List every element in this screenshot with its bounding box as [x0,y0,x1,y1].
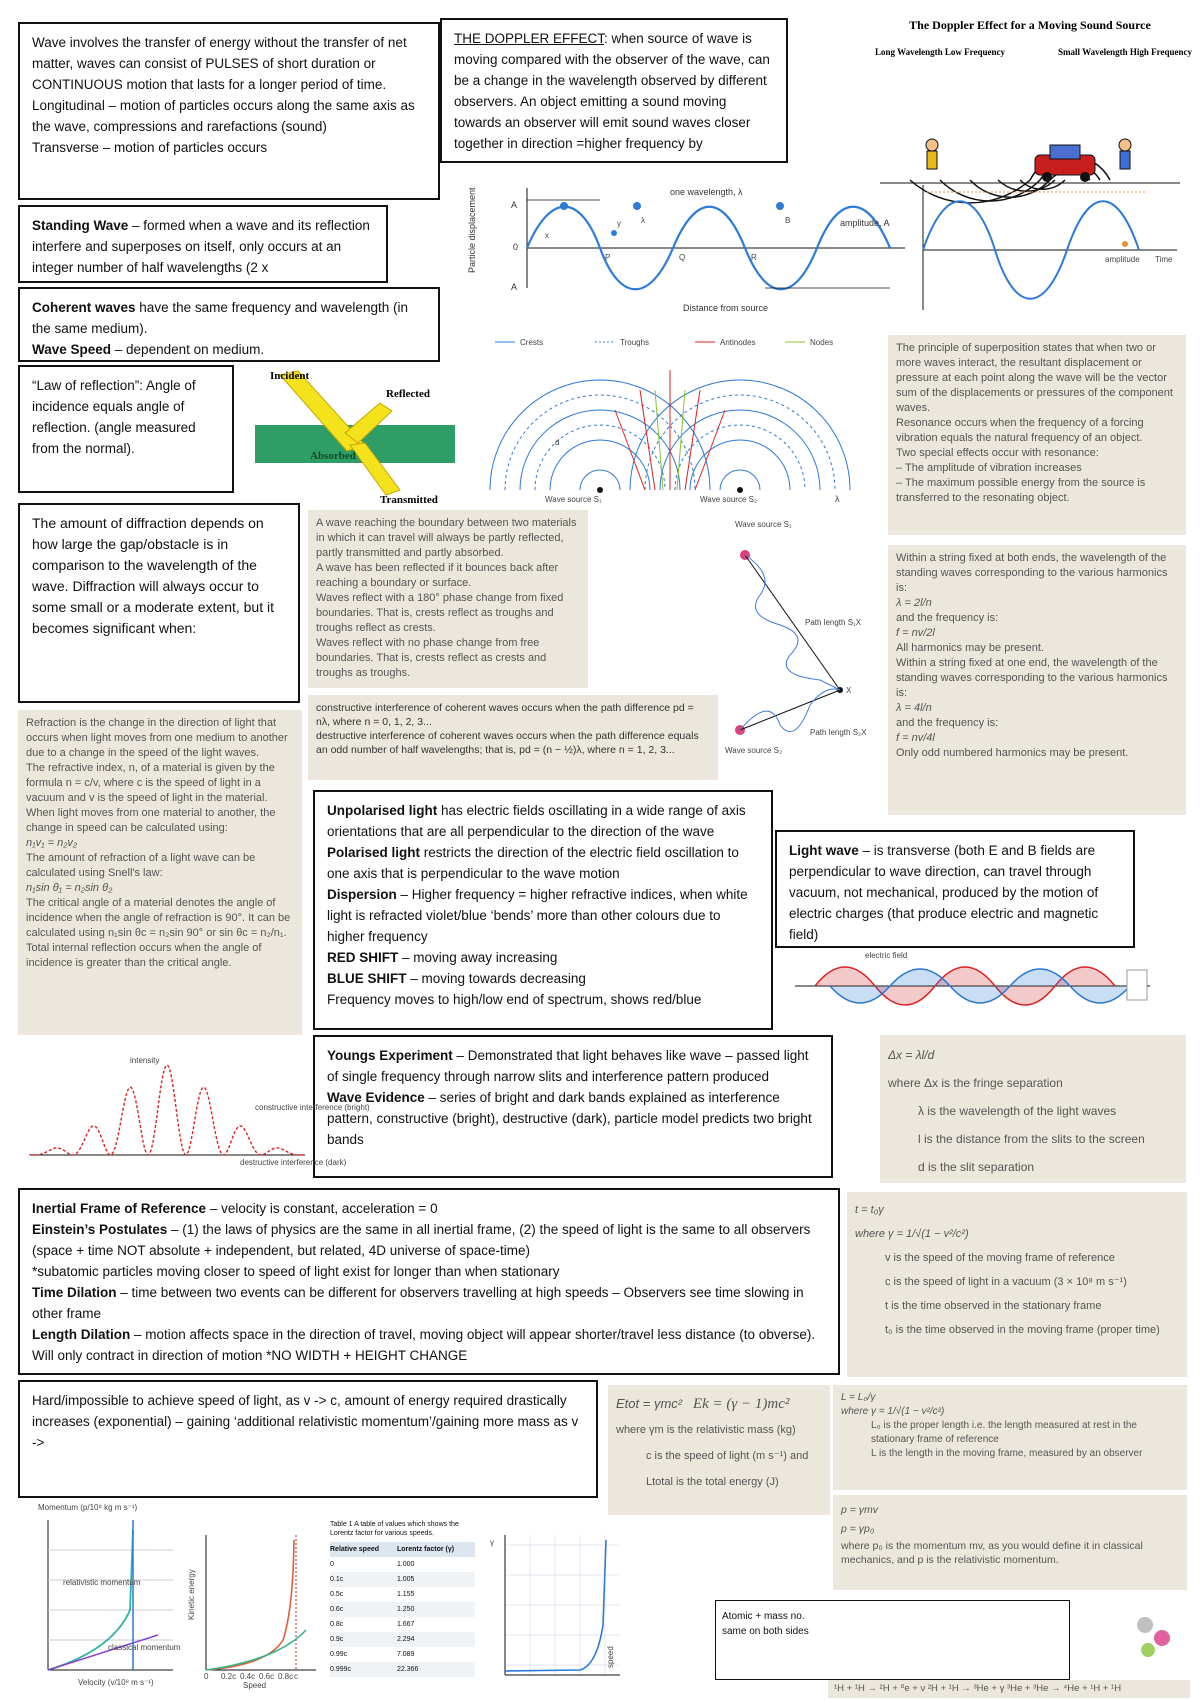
legend-troughs: Troughs [620,338,650,347]
x-axis-label: Distance from source [683,303,769,313]
time-dilation-line: t is the time observed in the stationary frame [885,1300,1102,1312]
light-speed-box [18,1380,598,1498]
wave-intro-box [18,22,440,200]
em-field-label: electric field [865,951,908,960]
time-dilation-line: c is the speed of light in a vacuum (3 × 10⁸ m s⁻¹) [885,1276,1127,1288]
polarised-item: Unpolarised light has electric fields oscillating in a wide range of axis orientations that are all perpendicular to the direction of the wave [327,803,746,839]
coherent-text: have the same frequency and wavelength (in the same medium). [32,300,408,336]
table-cell: 0 [330,1561,334,1568]
one-wavelength-label: one wavelength, λ [670,187,743,197]
refraction-line: The amount of refraction of a light wave can be calculated using Snell's law: [26,852,256,879]
table-cell: 0.99c [330,1651,348,1658]
relativity-box [18,1188,840,1375]
path-length-figure [720,515,880,760]
table-cell: 1.155 [396,1591,415,1598]
polarised-item: Dispersion – Higher frequency = higher refractive indices, when white light is refracted violet/blue ‘bends’ more than other colours due to higher frequency [327,887,748,944]
polarised-item: BLUE SHIFT – moving towards decreasing [327,971,586,986]
x-label: x [545,231,549,240]
source1-label: Wave source S₁ [545,495,602,504]
youngs-text: – Demonstrated that light behaves like wave – passed light of single frequency through narrow slits and interference pattern produced [327,1048,809,1084]
interference-pattern-graph [25,1045,370,1170]
momentum-graph-xlabel: Velocity (v/10⁸ m s⁻¹) [78,1678,154,1687]
energy-panel [608,1385,830,1515]
wave-speed-term: Wave Speed [32,342,112,357]
ke-tick: 0 [204,1672,209,1681]
strings-formula: λ = 4l/n [896,702,932,714]
atomic-note-text: Atomic + mass no. same on both sides [722,1611,809,1637]
ke-graph-xlabel: Speed [243,1681,267,1690]
youngs-box [313,1035,833,1178]
reflection-figure [240,365,455,505]
standing-wave-term: Standing Wave [32,218,129,233]
absorbed-label: Absorbed [310,450,356,462]
strings-line: and the frequency is: [896,717,999,729]
refraction-line: When light moves from one material to another, the change in speed can be calculated using: [26,807,276,834]
kinetic-energy-graph [188,1530,318,1690]
table-cell: 7.089 [396,1651,415,1658]
table-cell: 22.366 [396,1666,419,1673]
light-wave-box [775,830,1135,948]
path-length2: Path length S₂X [810,728,867,737]
energy-formulas: Etot = γmc² Ek = (γ − 1)mc² [616,1396,790,1412]
refraction-line: n₁v₁ = n₂v₂ [26,837,78,849]
reflection-box [18,365,234,493]
table-row [330,1617,475,1632]
time-dilation-line: v is the speed of the moving frame of reference [885,1252,1115,1264]
fringe-line: λ is the wavelength of the light waves [918,1104,1117,1118]
refraction-line: The critical angle of a material denotes the angle of incidence when the angle of refraction is 90°. It can be calculated using n₁sin θc = n₂sin 90° or sin θc = n₂/n₁. [26,897,291,939]
superposition-b1: – The amplitude of vibration increases [896,462,1082,474]
svg-text:A: A [511,282,518,292]
table-row [330,1557,475,1572]
table-cell: 0.9c [330,1636,344,1643]
ke-tick: 0.2c [221,1672,237,1681]
standing-wave-box [18,205,388,283]
table-row [330,1602,475,1617]
length-formula: L = L₀/γ [841,1392,876,1403]
momentum-formula: p = γp₀ [841,1523,875,1535]
molecule-icon [1130,1610,1180,1665]
coherent-term: Coherent waves [32,300,136,315]
fringe-line: d is the slit separation [918,1160,1035,1174]
gamma-graph-xlabel: speed [606,1646,615,1668]
table-cell: 0.8c [330,1621,344,1628]
strings-line: and the frequency is: [896,612,999,624]
table-cell: 0.5c [330,1591,344,1598]
lorentz-data-table: Relative speed Lorentz factor (γ) 0 1.000 0.1c 1.005 0.5c 1.155 0.6c 1.250 0.8c 1.667 0.9c 2.294 0.99c 7.089 0.999c 22.366 [330,1542,475,1677]
legend-antinodes: Antinodes [720,338,756,347]
length-line: L₀ is the proper length i.e. the length measured at rest in the stationary frame of reference [871,1420,1137,1445]
wave-intro-line: Transverse – motion of particles occurs [32,140,268,155]
reflected-label: Reflected [386,388,430,400]
refraction-line: n₁sin θ₁ = n₂sin θ₂ [26,882,113,894]
interference-figure [455,330,880,505]
x-label: y [617,219,621,228]
path-length1: Path length S₁X [805,618,862,627]
ke-tick: 0.4c [240,1672,256,1681]
table-cell: 1.000 [396,1561,415,1568]
length-where: where γ = 1/√(1 − v²/c²) [841,1406,945,1417]
fringe-formula: Δx = λl/d [888,1048,935,1062]
youngs-term: Youngs Experiment [327,1048,453,1063]
polarised-box [313,790,773,1030]
table-cell: 1.667 [396,1621,415,1628]
legend-crests: Crests [520,338,544,347]
doppler-text: : when source of wave is moving compared with the observer of the wave, can be a change in the wavelength observed by different observers. An object emitting a sound moving towards an observer will emit sound waves closer together in direction =higher frequency by [454,31,770,151]
standing-wave-text: – formed when a wave and its reflection interfere and superposes on itself, only occurs at an integer number of half wavelengths (2 x [32,218,370,275]
constructive-panel [308,695,718,780]
energy-line: c is the speed of light (m s⁻¹) and [646,1450,809,1462]
refraction-line: The refractive index, n, of a material is given by the formula n = c/v, where c is the speed of light in a vacuum and v is the speed of light in the material. [26,762,275,804]
wave-speed-text: – dependent on medium. [111,342,265,357]
wave-time-graph [915,180,1180,315]
d-label: d [555,438,560,447]
ke-tick: 0.8c [278,1672,294,1681]
superposition-p3: Two special effects occur with resonance: [896,447,1099,459]
refraction-panel [18,710,302,1035]
table-row [330,1632,475,1647]
doppler-heading: THE DOPPLER EFFECT [454,31,605,46]
svg-text:0: 0 [513,242,519,252]
table-cell: 0.1c [330,1576,344,1583]
table-row [330,1662,475,1677]
boundary-line: A wave has been reflected if it bounces back after reaching a boundary or surface. [316,562,559,589]
table-row [330,1587,475,1602]
strings-formula: f = nv/2l [896,627,935,639]
reflection-title: “Law of reflection” [32,378,140,393]
energy-line: Ltotal is the total energy (J) [646,1476,779,1488]
ke-graph-ylabel: Kinetic energy [187,1569,196,1620]
path-x: X [846,686,852,695]
relativity-item: Time Dilation – time between two events can be different for observers travelling at high speeds – Observers see time slowing in other frame [32,1285,804,1321]
incident-label: Incident [270,370,310,382]
wave-intro-line: Longitudinal – motion of particles occurs along the same axis as the wave, compressions and rarefactions (sound) [32,98,415,134]
table-cell: 2.294 [396,1636,415,1643]
wave-displacement-graph [455,178,910,313]
pattern-destructive: destructive interference (dark) [240,1158,347,1167]
wave-evidence-text: – series of bright and dark bands explained as interference pattern, constructive (bright), destructive (dark), particle model predicts two bright bands [327,1090,812,1147]
reflection-text: : Angle of incidence equals angle of reflection. (angle measured from the normal). [32,378,196,456]
wave-evidence-term: Wave Evidence [327,1090,425,1105]
x-label: R [751,253,757,262]
fringe-panel [880,1035,1186,1183]
classical-label: classical momentum [108,1643,181,1652]
source2-label: Wave source S₂ [700,495,758,504]
strings-line: All harmonics may be present. [896,642,1044,654]
time-dilation-formula: t = t₀γ [855,1204,884,1216]
amplitude-label: amplitude, A [840,218,890,228]
relativistic-label: relativistic momentum [63,1578,141,1587]
diffraction-box [18,503,300,703]
table-cell: 0.999c [330,1666,352,1673]
constructive-line: constructive interference of coherent waves occurs when the path difference pd = nλ, where n = 0, 1, 2, 3... [316,702,694,728]
constructive-line: destructive interference of coherent waves occurs when the path difference equals an odd number of half wavelengths; that is, pd = (n − ½)λ, where n = 1, 2, 3... [316,730,699,756]
transmitted-label: Transmitted [380,494,438,506]
fringe-line: l is the distance from the slits to the screen [918,1132,1145,1146]
superposition-p1: The principle of superposition states that when two or more waves interact, the resultant displacement or pressure at each point along the wave will be the vector sum of the displacements or pressures of the component waves. [896,342,1173,414]
pattern-constructive: constructive interference (bright) [255,1103,370,1112]
time-dilation-line: t₀ is the time observed in the moving frame (proper time) [885,1324,1160,1336]
polarised-item: RED SHIFT – moving away increasing [327,950,558,965]
strings-formula: λ = 2l/n [896,597,932,609]
momentum-panel [833,1495,1187,1590]
table-cell: 0.6c [330,1606,344,1613]
polarised-item: Frequency moves to high/low end of spectrum, shows red/blue [327,992,702,1007]
refraction-line: Total internal reflection occurs when the angle of incidence is greater than the critical angle. [26,942,262,969]
relativity-item: Einstein’s Postulates – (1) the laws of physics are the same in all inertial frame, (2) the speed of light is the same to all observers (space + time NOT absolute + independent, but related, 4D universe of space-time) [32,1222,811,1258]
x-label: λ [641,216,645,225]
relativity-item: Length Dilation – motion affects space in the direction of travel, moving object will appear shorter/travel less distance (to obverse). Will only contract in direction of motion *NO WIDTH + HEIGHT CHANGE [32,1327,816,1363]
gamma-graph-ylabel: γ [490,1538,494,1547]
strings-line: Within a string fixed at one end, the wavelength of the standing waves corresponding to the various harmonics is: [896,657,1168,699]
ke-tick: c [294,1672,298,1681]
time-graph-amplitude: amplitude [1105,255,1140,264]
momentum-graph [18,1500,181,1690]
x-label: Q [679,253,686,262]
wave-intro-line: Wave involves the transfer of energy without the transfer of net matter, waves can consist of PULSES of short duration or CONTINUOUS motion that lasts for a longer period of time. [32,35,407,92]
length-panel [833,1385,1187,1490]
svg-text:A: A [511,200,518,210]
x-label: B [785,216,791,225]
gamma-graph [485,1525,625,1695]
time-dilation-where: where γ = 1/√(1 − v²/c²) [855,1228,969,1240]
light-speed-text: Hard/impossible to achieve speed of light, as v -> c, amount of energy required drastically increases (exponential) – gaining ‘additional relativistic momentum’/gaining more mass as v -> [32,1393,579,1450]
doppler-box [440,18,788,163]
x-label: P [605,253,611,262]
relativity-item: *subatomic particles moving closer to speed of light exist for longer than when stationary [32,1264,560,1279]
doppler-figure [875,15,1192,190]
strings-line: Only odd numbered harmonics may be present. [896,747,1129,759]
em-wave-figure [795,948,1155,1023]
doppler-right-label: Small Wavelength High Frequency [1058,47,1192,57]
boundary-line: Waves reflect with a 180° phase change from fixed boundaries. That is, crests reflect as troughs and troughs reflect as crests. [316,592,564,634]
table-cell: 1.250 [396,1606,415,1613]
table-row [330,1647,475,1662]
path-src1: Wave source S₁ [735,520,792,529]
boundary-line: Waves reflect with no phase change from free boundaries. That is, crests reflect as crests and troughs as troughs. [316,637,547,679]
light-wave-term: Light wave [789,843,859,858]
energy-line: where γm is the relativistic mass (kg) [616,1424,796,1436]
polarised-item: Polarised light restricts the direction of the electric field oscillation to one axis that is perpendicular to the wave motion [327,845,739,881]
momentum-graph-ylabel: Momentum (p/10⁸ kg m s⁻¹) [38,1503,138,1512]
boundary-panel [308,510,588,688]
path-src2: Wave source S₂ [725,746,783,755]
lorentz-caption: Table 1 A table of values which shows the Lorentz factor for various speeds. [330,1521,459,1537]
strings-panel [888,545,1186,815]
superposition-panel [888,335,1186,535]
coherent-box [18,287,440,362]
superposition-p2: Resonance occurs when the frequency of a forcing vibration equals the natural frequency of an object. [896,417,1144,444]
ke-tick: 0.6c [259,1672,275,1681]
pattern-intensity: intensity [130,1056,160,1065]
light-wave-text: – is transverse (both E and B fields are perpendicular to wave direction, can travel through vacuum, not mechanical, produced by the motion of electric charges (that produce electric and magnetic field) [789,843,1099,942]
momentum-line: where p₀ is the momentum mv, as you would define it in classical mechanics, and p is the relativistic momentum. [841,1540,1143,1566]
y-axis-label: Particle displacement [467,187,477,273]
table-cell: 1.005 [396,1576,415,1583]
strings-line: Within a string fixed at both ends, the wavelength of the standing waves corresponding to the various harmonics is: [896,552,1168,594]
time-graph-time: Time [1155,255,1173,264]
strings-formula: f = nv/4l [896,732,935,744]
atomic-note-box [715,1600,1070,1680]
doppler-figure-title: The Doppler Effect for a Moving Sound Source [909,18,1151,32]
time-dilation-panel [847,1192,1187,1377]
diffraction-text: The amount of diffraction depends on how large the gap/obstacle is in comparison to the wavelength of the wave. Diffraction will always occur to some small or a moderate extent, but it becomes significant when: [32,515,274,636]
fringe-line: where Δx is the fringe separation [888,1076,1063,1090]
relativity-item: Inertial Frame of Reference – velocity is constant, acceleration = 0 [32,1201,438,1216]
momentum-formula: p = γmv [841,1504,879,1516]
lambda-label: λ [835,494,840,504]
doppler-left-label: Long Wavelength Low Frequency [875,47,1005,57]
boundary-line: A wave reaching the boundary between two materials in which it can travel will always be partly reflected, partly transmitted and partly absorbed. [316,517,577,559]
length-line: L is the length in the moving frame, measured by an observer [871,1448,1143,1459]
fusion-equation: ¹H + ¹H → ²H + ⁰e + ν ²H + ¹H → ³He + γ ³He + ³He → ⁴He + ¹H + ¹H [828,1680,1190,1698]
lorentz-table [330,1520,475,1695]
refraction-line: Refraction is the change in the direction of light that occurs when light moves from one medium to another due to a change in the speed of the light waves. [26,717,288,759]
legend-nodes: Nodes [810,338,834,347]
table-row [330,1572,475,1587]
superposition-b2: – The maximum possible energy from the source is transferred to the resonating object. [896,477,1146,504]
